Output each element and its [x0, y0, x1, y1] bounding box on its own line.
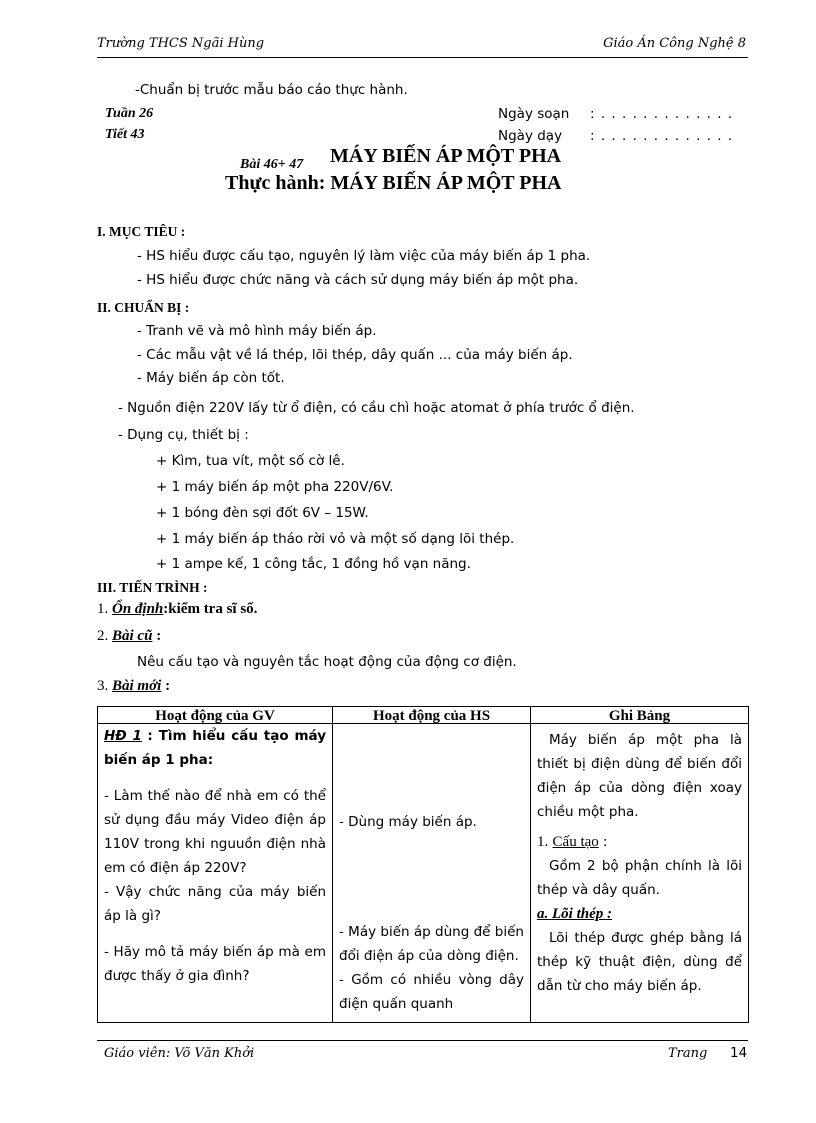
- preparation-item: - Tranh vẽ và mô hình máy biến áp.: [137, 323, 377, 339]
- teach-date-value: : . . . . . . . . . . . . .: [590, 128, 734, 144]
- preparation-heading: II. CHUẨN BỊ :: [97, 300, 190, 315]
- step-number: 2.: [97, 628, 109, 644]
- step-1: [97, 601, 257, 618]
- title-line1: MÁY BIẾN ÁP MỘT PHA: [330, 145, 562, 167]
- header-school: Trường THCS Ngãi Hùng: [97, 36, 265, 51]
- prep-note: -Chuẩn bị trước mẫu báo cáo thực hành.: [135, 82, 408, 98]
- step-3: [97, 678, 170, 695]
- header-board-notes: Ghi Bảng: [531, 707, 749, 724]
- lesson-number: Bài 46+ 47: [240, 157, 304, 172]
- student-answer: - Gồm có nhiều vòng dây điện quấn quanh: [339, 972, 524, 1012]
- teach-date-label: Ngày dạy: [498, 128, 563, 144]
- tool-item: + 1 ampe kế, 1 công tắc, 1 đồng hồ vạn năng.: [156, 556, 471, 572]
- objectives-heading: I. MỤC TIÊU :: [97, 224, 186, 239]
- header-teacher-activity: Hoạt động của GV: [98, 707, 333, 724]
- step-colon: :: [165, 678, 171, 694]
- old-lesson-question: Nêu cấu tạo và nguyên tắc hoạt động của động cơ điện.: [137, 654, 517, 670]
- student-answer: - Dùng máy biến áp.: [339, 814, 477, 830]
- teacher-activity-cell: [98, 724, 333, 1023]
- teacher-question: - Làm thế nào để nhà em có thể sử dụng đầu máy Video điện áp 110V trong khi nguuồn điện nhà em có điện áp 220V?: [104, 788, 326, 876]
- period-label: Tiết 43: [105, 127, 145, 142]
- student-answer: - Máy biến áp dùng để biến đổi điện áp của dòng điện.: [339, 924, 524, 964]
- lesson-table: [97, 706, 749, 1023]
- board-notes-cell: [531, 724, 749, 1023]
- step-2: [97, 628, 161, 645]
- title-line2: Thực hành: MÁY BIẾN ÁP MỘT PHA: [225, 172, 562, 194]
- footer-page-number: 14: [730, 1045, 748, 1061]
- preparation-item: - Các mẫu vật về lá thép, lõi thép, dây quấn ... của máy biến áp.: [137, 347, 573, 363]
- board-intro: Máy biến áp một pha là thiết bị điện dùng để biến đổi điện áp của dòng điện xoay chiều một pha.: [537, 732, 742, 820]
- step-title: Bài cũ: [112, 628, 153, 644]
- board-subsection-text: Lõi thép được ghép bằng lá thép kỹ thuật điện, dùng để dẫn từ cho máy biến áp.: [537, 930, 742, 994]
- table-header-row: [98, 707, 749, 724]
- header-divider: [97, 57, 748, 58]
- week-label: Tuần 26: [105, 106, 154, 121]
- draft-date-label: Ngày soạn: [498, 106, 570, 122]
- tool-item: + 1 máy biến áp một pha 220V/6V.: [156, 479, 394, 495]
- activity-label: HĐ 1: [104, 728, 142, 744]
- footer-teacher: Giáo viên: Võ Văn Khởi: [104, 1046, 255, 1061]
- step-text: :kiểm tra sĩ số.: [163, 601, 258, 617]
- board-section-title: 1. Cấu tạo :: [537, 834, 608, 850]
- step-title: Bài mới: [112, 678, 162, 694]
- tool-item: + 1 máy biến áp tháo rời vỏ và một số dạng lõi thép.: [156, 531, 515, 547]
- tools-heading: - Dụng cụ, thiết bị :: [118, 427, 249, 443]
- activity-title: [104, 724, 326, 772]
- board-subsection-title: a. Lõi thép :: [537, 906, 612, 922]
- activity-title-text: : Tìm hiểu cấu tạo máy biến áp 1 pha:: [104, 728, 327, 768]
- board-section-text: Gồm 2 bộ phận chính là lõi thép và dây quấn.: [537, 858, 742, 898]
- step-title: Ổn định: [112, 601, 164, 617]
- header-student-activity: Hoạt động của HS: [333, 707, 531, 724]
- draft-date-value: : . . . . . . . . . . . . .: [590, 106, 734, 122]
- objective-item: - HS hiểu được chức năng và cách sử dụng máy biến áp một pha.: [137, 272, 579, 288]
- step-number: 1.: [97, 601, 109, 617]
- table-row: [98, 724, 749, 1023]
- process-heading: III. TIẾN TRÌNH :: [97, 580, 208, 595]
- header-subject: Giáo Án Công Nghệ 8: [603, 36, 746, 51]
- step-number: 3.: [97, 678, 109, 694]
- objective-item: - HS hiểu được cấu tạo, nguyên lý làm việc của máy biến áp 1 pha.: [137, 248, 591, 264]
- student-activity-cell: [333, 724, 531, 1023]
- step-colon: :: [156, 628, 162, 644]
- preparation-item: - Máy biến áp còn tốt.: [137, 370, 285, 386]
- teacher-question: - Vậy chức năng của máy biến áp là gì?: [104, 884, 326, 924]
- teacher-question: - Hãy mô tả máy biến áp mà em được thấy ở gia đình?: [104, 944, 326, 984]
- footer-divider: [97, 1040, 748, 1041]
- footer-page-label: Trang: [668, 1046, 708, 1061]
- power-source: - Nguồn điện 220V lấy từ ổ điện, có cầu chì hoặc atomat ở phía trước ổ điện.: [118, 400, 635, 416]
- tool-item: + 1 bóng đèn sợi đốt 6V – 15W.: [156, 505, 369, 521]
- tool-item: + Kìm, tua vít, một số cờ lê.: [156, 453, 345, 469]
